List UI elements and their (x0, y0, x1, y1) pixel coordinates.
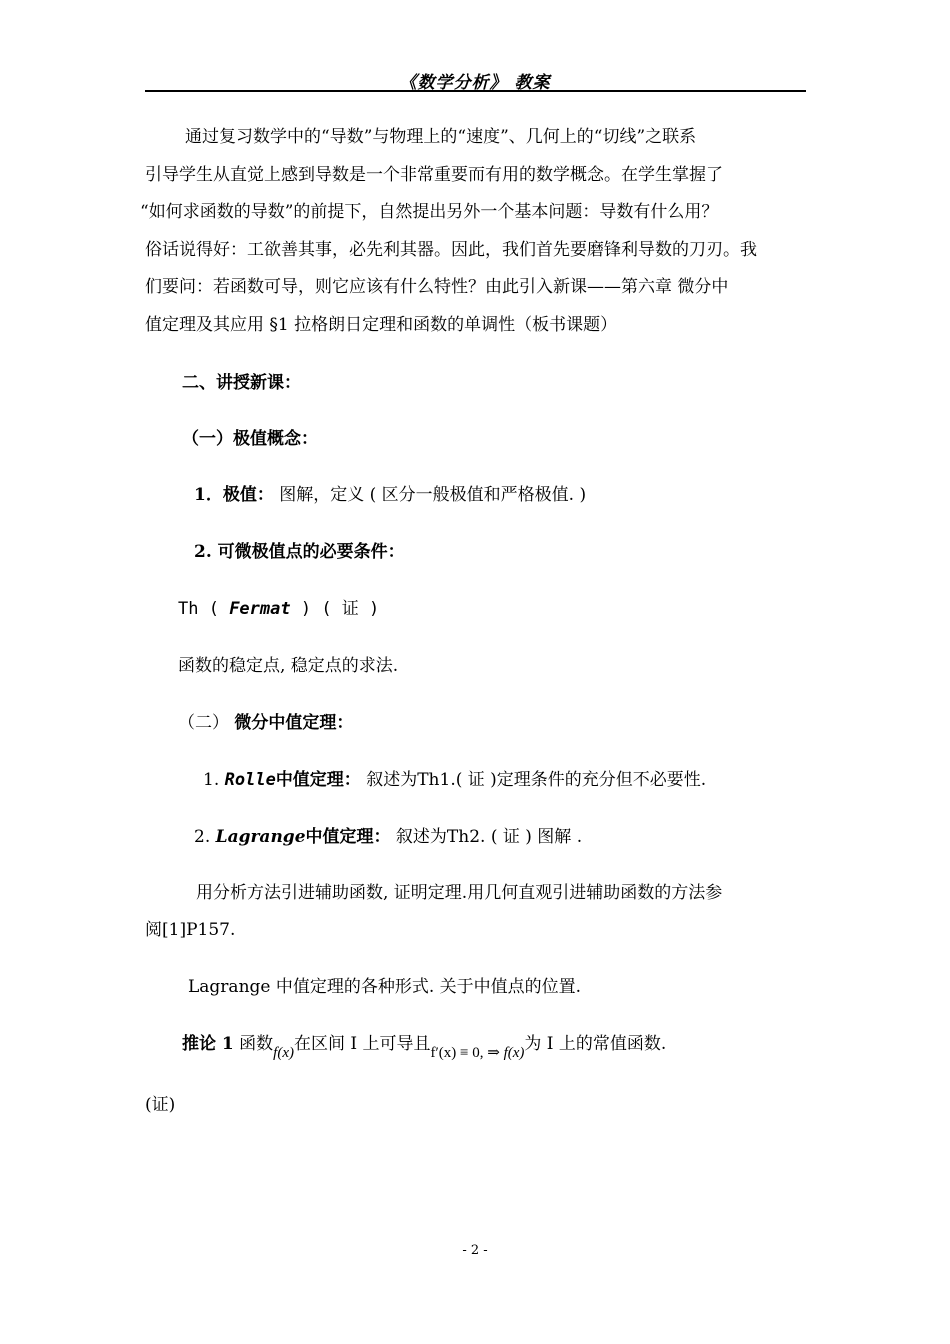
lagrange-num: 2. (194, 827, 216, 847)
item-extremum-label: 1．极值： (194, 485, 274, 505)
part2-heading-prefix: （二） (178, 713, 235, 733)
lagrange-forms-text: Lagrange 中值定理的各种形式. 关于中值点的位置. (188, 977, 582, 997)
fermat-name: Fermat (229, 599, 291, 619)
part2-heading (178, 712, 353, 734)
corollary-label: 推论 1 (182, 1034, 234, 1054)
rolle-text: 叙述为Th1.( 证 )定理条件的充分但不必要性. (360, 770, 707, 790)
intro-line-6: 值定理及其应用 §1 拉格朗日定理和函数的单调性（板书课题） (145, 315, 618, 335)
intro-line-3: “如何求函数的导数”的前提下，自然提出另外一个基本问题：导数有什么用？ (140, 202, 719, 222)
lagrange-label: 中值定理： (305, 827, 391, 847)
page-number: - 2 - (462, 1243, 488, 1258)
proof-note: (证) (145, 1095, 176, 1115)
th-suffix: ) ( 证 ) (290, 599, 380, 619)
intro-line-4: 俗话说得好：工欲善其事，必先利其器。因此，我们首先要磨锋利导数的刀刃。我 (145, 240, 757, 260)
item-necessary-condition: 2. 可微极值点的必要条件： (194, 542, 405, 562)
fermat-theorem-line (178, 598, 379, 620)
part2-heading-text: 微分中值定理： (234, 713, 354, 733)
corollary-1-line (182, 1033, 667, 1061)
corollary-formula-f: f(x) (273, 1045, 294, 1061)
item-extremum (194, 484, 586, 506)
document-header-title: 《数学分析》 教案 (399, 73, 551, 93)
corollary-text-3: 为 I 上的常值函数. (524, 1034, 667, 1054)
rolle-label: 中值定理： (275, 770, 361, 790)
stable-point-text: 函数的稳定点, 稳定点的求法. (178, 656, 399, 676)
intro-line-2: 引导学生从直觉上感到导数是一个非常重要而有用的数学概念。在学生掌握了 (145, 165, 723, 185)
lagrange-name: Lagrange (215, 827, 306, 847)
th-prefix: Th ( (178, 599, 230, 619)
rolle-theorem-line (203, 769, 706, 791)
section-heading-new-lesson: 二、讲授新课： (182, 373, 301, 393)
method-line-1: 用分析方法引进辅助函数, 证明定理.用几何直观引进辅助函数的方法参 (196, 883, 723, 903)
intro-line-1: 通过复习数学中的“导数”与物理上的“速度”、几何上的“切线”之联系 (185, 127, 697, 147)
header-rule (145, 90, 806, 92)
corollary-formula-f2: f(x) (503, 1045, 525, 1061)
lagrange-text: 叙述为Th2. ( 证 ) 图解 . (390, 827, 583, 847)
rolle-num: 1. (203, 770, 225, 790)
corollary-text-2: 在区间 I 上可导且 (293, 1034, 431, 1054)
corollary-formula-derivative: f′(x) ≡ 0, ⇒ (430, 1045, 504, 1061)
method-line-2: 阅[1]P157. (145, 920, 236, 940)
part1-heading: （一）极值概念： (182, 429, 318, 449)
intro-line-5: 们要问：若函数可导，则它应该有什么特性？由此引入新课——第六章 微分中 (145, 277, 729, 297)
corollary-text-1: 函数 (233, 1034, 274, 1054)
item-extremum-text: 图解，定义 ( 区分一般极值和严格极值. ) (273, 485, 587, 505)
lagrange-theorem-line (194, 826, 582, 848)
rolle-name: Rolle (224, 770, 276, 790)
